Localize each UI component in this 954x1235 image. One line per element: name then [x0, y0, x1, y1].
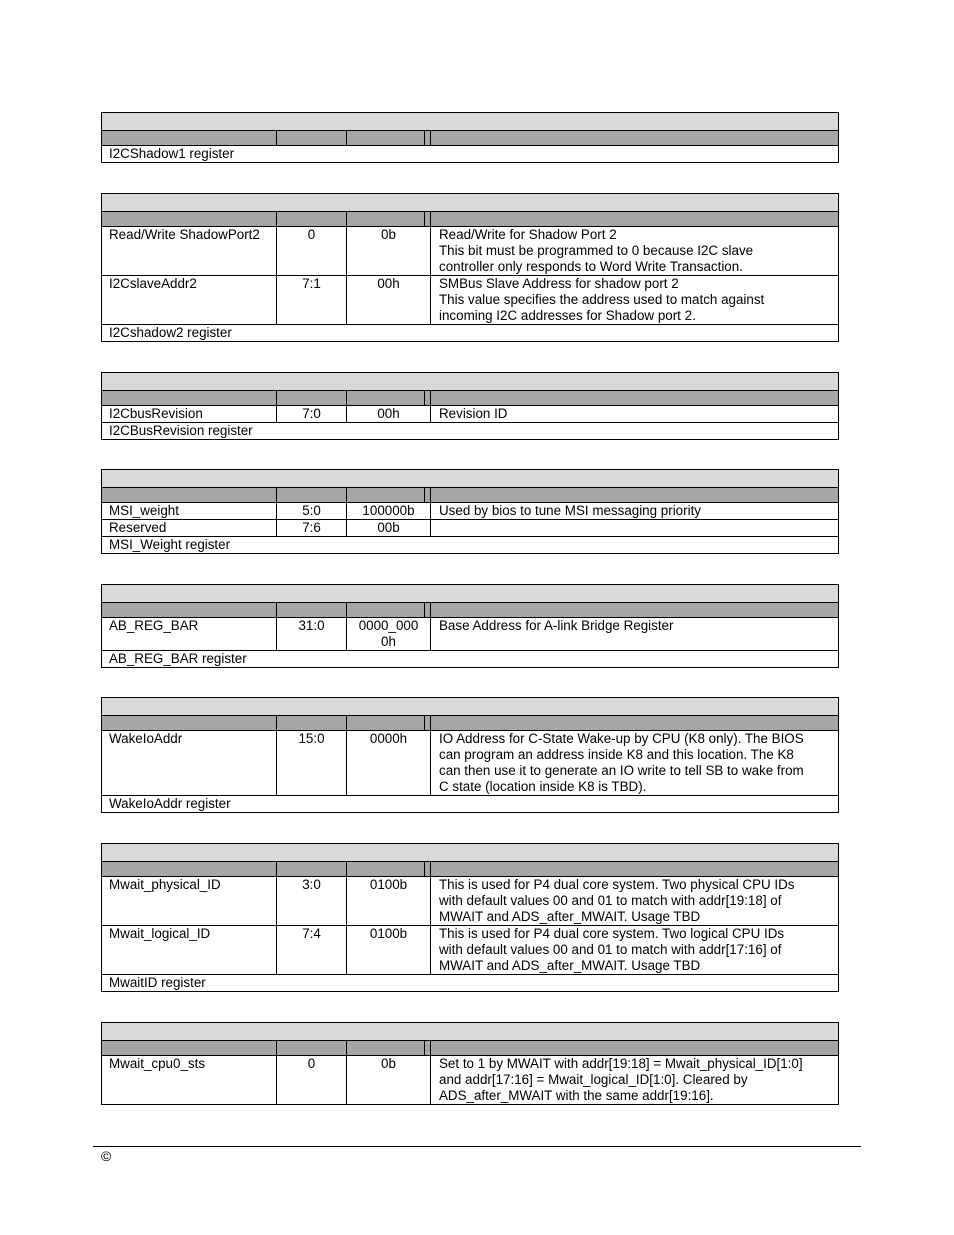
default-value: 00b	[347, 520, 431, 537]
register-title-bar	[102, 1023, 839, 1041]
bits-value: 31:0	[277, 618, 347, 651]
description: Base Address for A-link Bridge Register	[431, 618, 839, 651]
column-header	[102, 716, 277, 731]
column-header-row	[102, 603, 839, 618]
field-name: WakeIoAddr	[102, 731, 277, 796]
description: Used by bios to tune MSI messaging priority	[431, 503, 839, 520]
bits-value: 0	[277, 1056, 347, 1105]
column-header-row	[102, 212, 839, 227]
column-header	[102, 862, 277, 877]
column-header	[347, 488, 431, 503]
column-header	[102, 603, 277, 618]
column-header	[347, 212, 431, 227]
register-table	[101, 193, 839, 342]
table-row	[102, 276, 839, 325]
column-header	[431, 1041, 839, 1056]
field-name: I2CbusRevision	[102, 406, 277, 423]
column-header	[277, 212, 347, 227]
description: This is used for P4 dual core system. Two logical CPU IDs with default values 00 and 01 to match with addr[17:16] of MWAIT and ADS_after_MWAIT. Usage TBD	[431, 926, 839, 975]
register-table	[101, 372, 839, 440]
bits-value: 0	[277, 227, 347, 276]
default-value: 0b	[347, 227, 431, 276]
register-title-bar	[102, 585, 839, 603]
table-row	[102, 877, 839, 926]
column-header	[347, 1041, 431, 1056]
column-header	[347, 131, 431, 146]
table-row	[102, 503, 839, 520]
register-title-bar	[102, 470, 839, 488]
column-header	[102, 391, 277, 406]
register-table	[101, 1022, 839, 1105]
column-header	[431, 603, 839, 618]
bits-value: 7:0	[277, 406, 347, 423]
register-table	[101, 843, 839, 992]
bits-value: 5:0	[277, 503, 347, 520]
field-name: Mwait_physical_ID	[102, 877, 277, 926]
table-row	[102, 227, 839, 276]
table-row	[102, 406, 839, 423]
register-table	[101, 584, 839, 668]
register-table	[101, 112, 839, 163]
column-header	[277, 603, 347, 618]
column-header	[347, 862, 431, 877]
register-name-footer: I2CShadow1 register	[102, 146, 839, 163]
field-name: I2CslaveAddr2	[102, 276, 277, 325]
register-table	[101, 469, 839, 554]
table-row	[102, 731, 839, 796]
column-header	[431, 862, 839, 877]
default-value: 0b	[347, 1056, 431, 1105]
column-header	[277, 1041, 347, 1056]
table-row	[102, 618, 839, 651]
field-name: MSI_weight	[102, 503, 277, 520]
column-header-row	[102, 716, 839, 731]
field-name: AB_REG_BAR	[102, 618, 277, 651]
column-header	[431, 212, 839, 227]
column-header	[431, 391, 839, 406]
description	[431, 520, 839, 537]
column-header	[347, 391, 431, 406]
default-value: 0100b	[347, 877, 431, 926]
column-header	[277, 131, 347, 146]
description: IO Address for C-State Wake-up by CPU (K8 only). The BIOS can program an address inside K8 and this location. The K8 can then use it to generate an IO write to tell SB to wake from C state (location inside K8 is TBD).	[431, 731, 839, 796]
description: Revision ID	[431, 406, 839, 423]
column-header-row	[102, 1041, 839, 1056]
bits-value: 7:4	[277, 926, 347, 975]
register-name-footer: MwaitID register	[102, 975, 839, 992]
field-name: Read/Write ShadowPort2	[102, 227, 277, 276]
description: SMBus Slave Address for shadow port 2 This value specifies the address used to match against incoming I2C addresses for Shadow port 2.	[431, 276, 839, 325]
column-header-row	[102, 131, 839, 146]
column-header	[102, 212, 277, 227]
column-header	[347, 603, 431, 618]
default-value: 0000h	[347, 731, 431, 796]
register-name-footer: I2CBusRevision register	[102, 423, 839, 440]
footer-rule	[93, 1146, 861, 1147]
description: This is used for P4 dual core system. Two physical CPU IDs with default values 00 and 01 to match with addr[19:18] of MWAIT and ADS_after_MWAIT. Usage TBD	[431, 877, 839, 926]
default-value: 0100b	[347, 926, 431, 975]
column-header	[431, 716, 839, 731]
register-title-bar	[102, 194, 839, 212]
register-title-bar	[102, 373, 839, 391]
register-name-footer: MSI_Weight register	[102, 537, 839, 554]
register-name-footer: I2Cshadow2 register	[102, 325, 839, 342]
register-title-bar	[102, 113, 839, 131]
register-table	[101, 697, 839, 813]
column-header	[277, 716, 347, 731]
column-header	[431, 131, 839, 146]
column-header	[347, 716, 431, 731]
field-name: Mwait_cpu0_sts	[102, 1056, 277, 1105]
column-header-row	[102, 488, 839, 503]
copyright-symbol: ©	[101, 1148, 112, 1164]
register-name-footer: AB_REG_BAR register	[102, 651, 839, 668]
table-row	[102, 926, 839, 975]
default-value: 100000b	[347, 503, 431, 520]
column-header	[102, 488, 277, 503]
bits-value: 7:1	[277, 276, 347, 325]
column-header	[277, 488, 347, 503]
bits-value: 3:0	[277, 877, 347, 926]
register-title-bar	[102, 844, 839, 862]
column-header-row	[102, 391, 839, 406]
column-header-row	[102, 862, 839, 877]
column-header	[102, 131, 277, 146]
field-name: Reserved	[102, 520, 277, 537]
field-name: Mwait_logical_ID	[102, 926, 277, 975]
register-title-bar	[102, 698, 839, 716]
default-value: 00h	[347, 406, 431, 423]
register-name-footer: WakeIoAddr register	[102, 796, 839, 813]
table-row	[102, 1056, 839, 1105]
default-value: 00h	[347, 276, 431, 325]
column-header	[277, 391, 347, 406]
column-header	[277, 862, 347, 877]
column-header	[102, 1041, 277, 1056]
bits-value: 15:0	[277, 731, 347, 796]
description: Set to 1 by MWAIT with addr[19:18] = Mwait_physical_ID[1:0] and addr[17:16] = Mwait_logical_ID[1:0]. Cleared by ADS_after_MWAIT with the same addr[19:16].	[431, 1056, 839, 1105]
description: Read/Write for Shadow Port 2 This bit must be programmed to 0 because I2C slave controller only responds to Word Write Transaction.	[431, 227, 839, 276]
default-value: 0000_000 0h	[347, 618, 431, 651]
bits-value: 7:6	[277, 520, 347, 537]
column-header	[431, 488, 839, 503]
table-row	[102, 520, 839, 537]
